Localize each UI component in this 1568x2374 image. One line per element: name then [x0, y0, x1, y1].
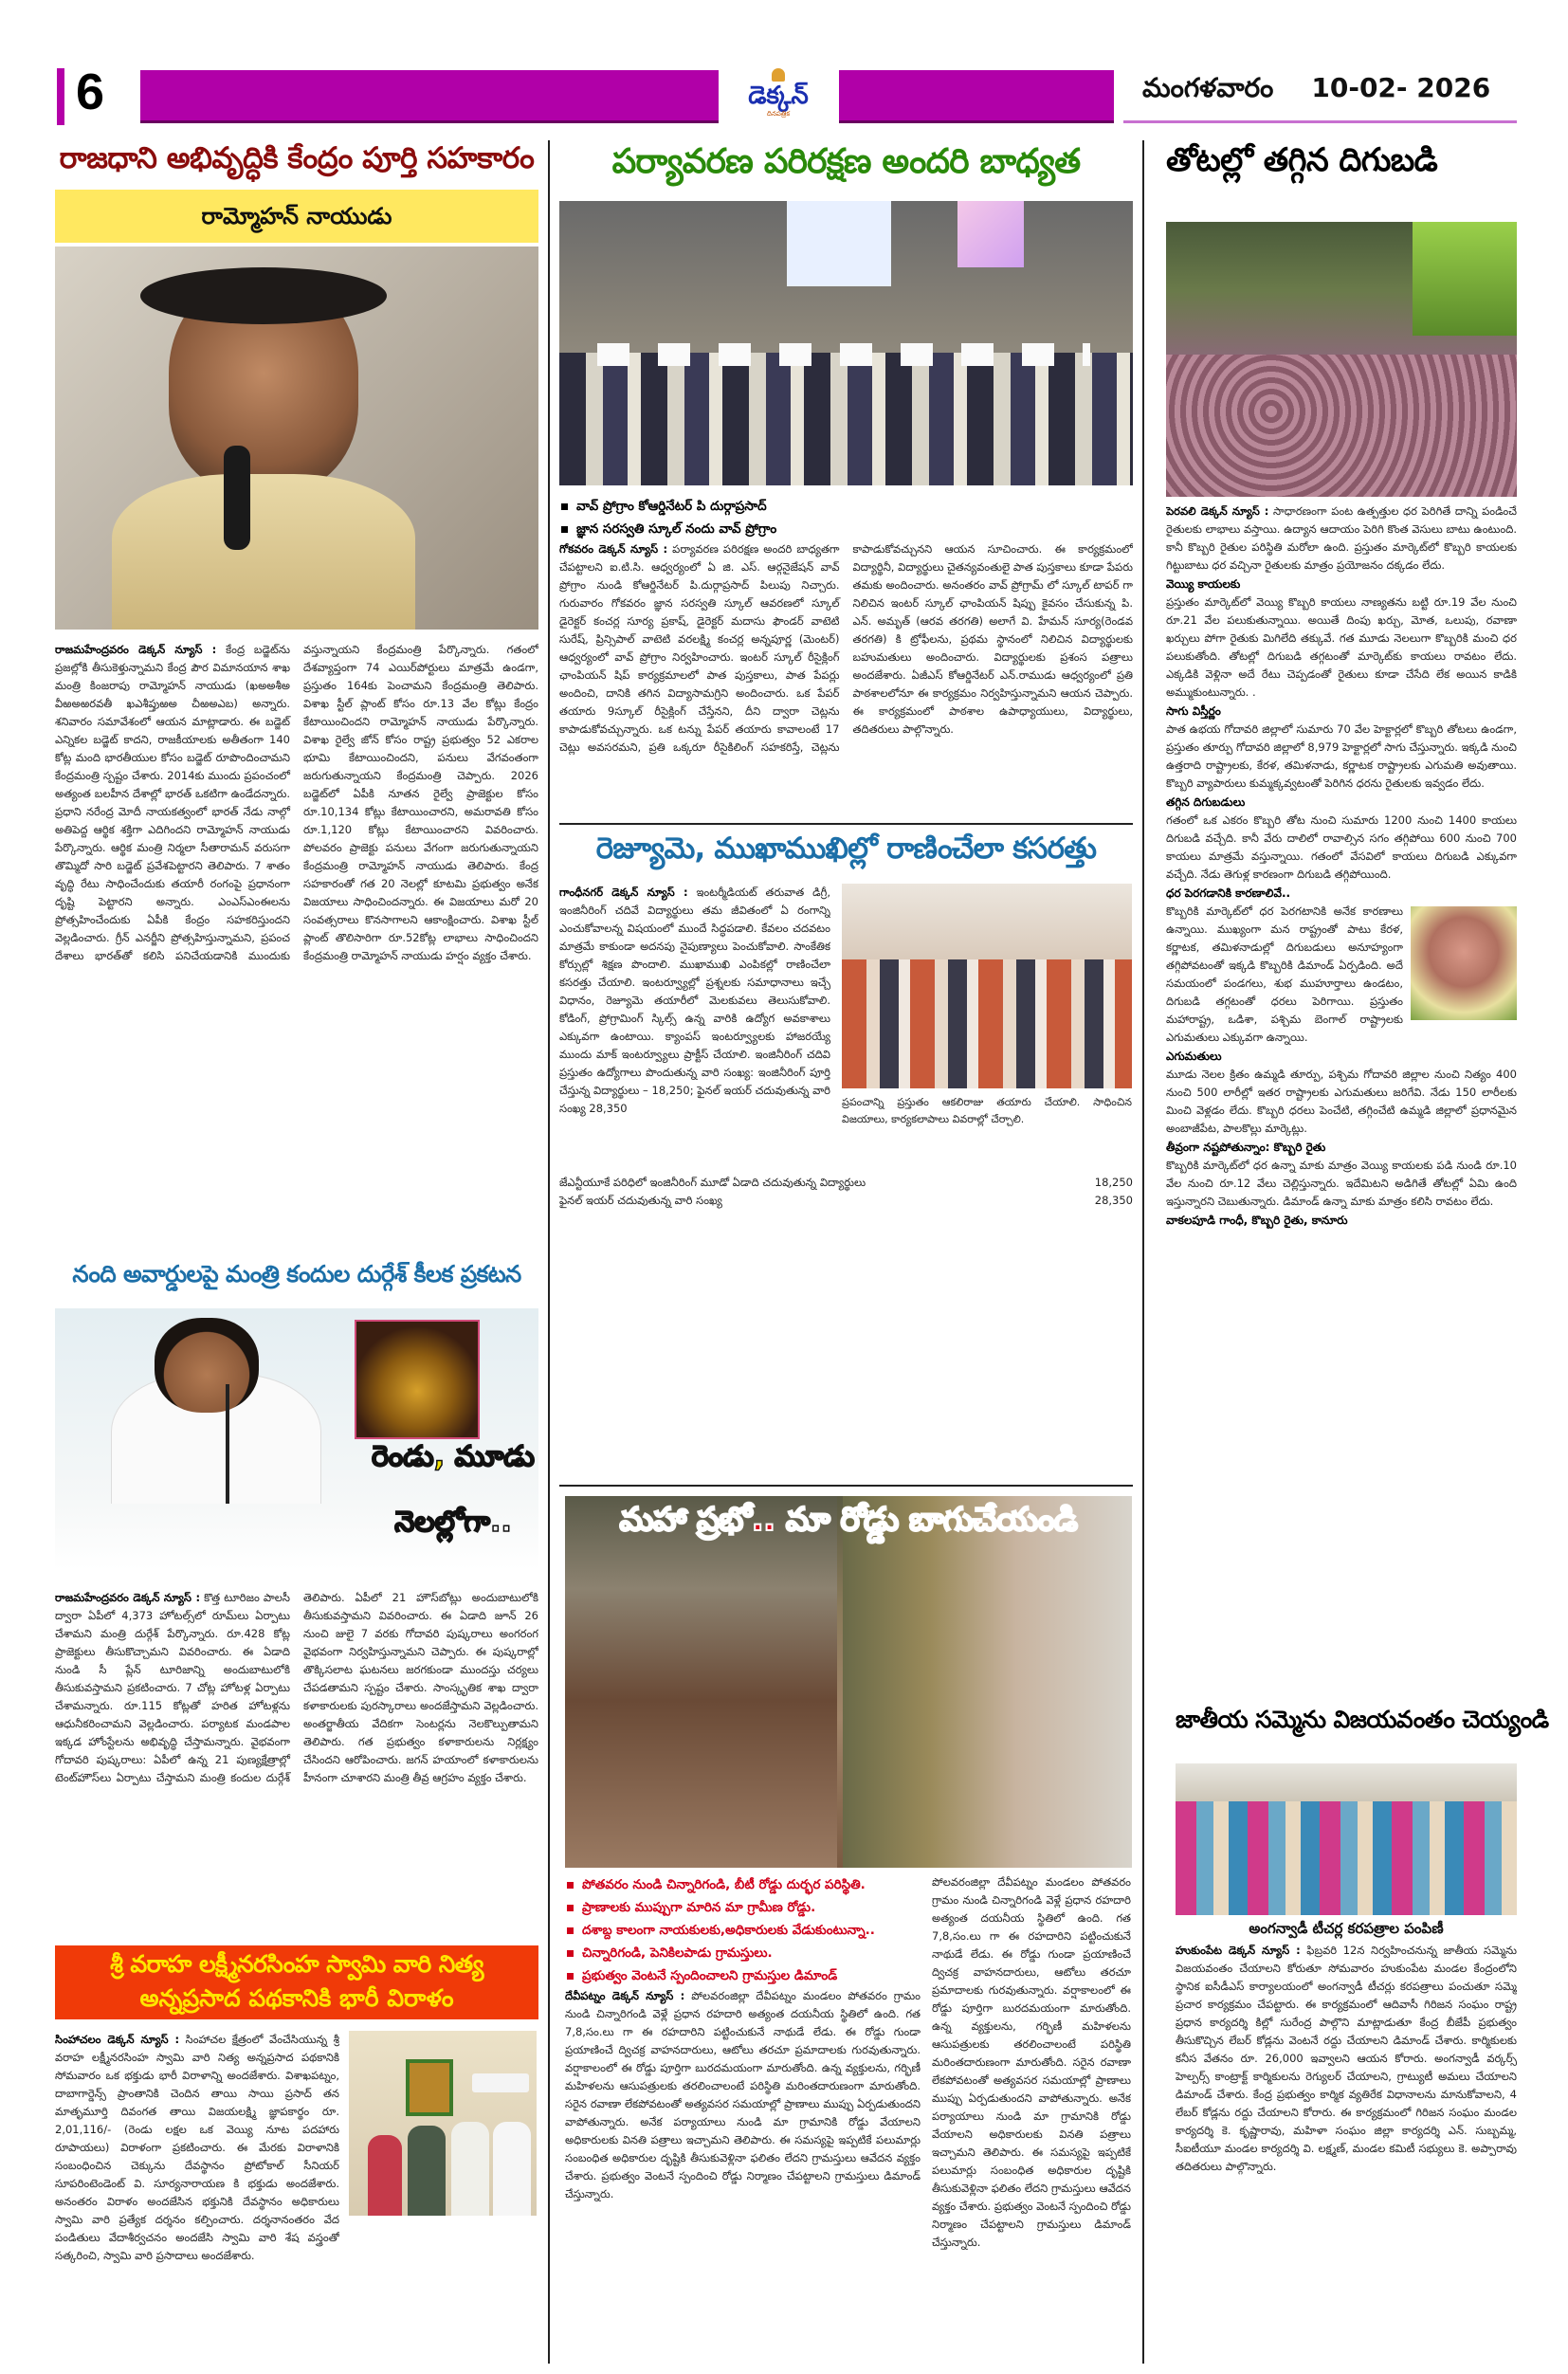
certificates: [597, 343, 1090, 366]
left-text-col: [565, 1873, 921, 2328]
overlay-line-1: రెండు, మూడు: [372, 1440, 535, 1473]
headline: పర్యావరణ పరిరక్షణ అందరి బాధ్యత: [611, 142, 1081, 181]
photo-damaged-road: [565, 1496, 1132, 1868]
hair: [140, 267, 387, 324]
group-of-women: [1176, 1801, 1517, 1915]
headline: రాజధాని అభివృద్ధికి కేంద్రం పూర్తి సహకారం: [59, 141, 535, 175]
article-content: [55, 2031, 538, 2353]
highlight-item: ప్రాణాలకు ముప్పుగా మారిన మా గ్రామీణ రోడ్డు.: [565, 1896, 921, 1919]
subhead-text: కొబ్బరికి మార్కెట్‌లో ధర ఉన్నా మాకు మాత్రం వెయ్యి కాయలకు పడి నుండి రూ.10 వేల నుంచి రూ.12 వేలు చెల్లిస్తున్నారు. ఇదేమిటని అడిగితే తోటల్లో ఏమి ఉంది ఇస్తున్నారని చెబుతున్నారు. డిమాండ్ ఉన్నా మాకు మాత్రం కలిసి రావటం లేదు.: [1166, 1159, 1517, 1208]
article-capital: [55, 142, 538, 1191]
body-text: సింహాచల క్షేత్రంలో వేంచేసియున్న శ్రీ వరాహ లక్ష్మీనరసింహ స్వామి వారి నిత్య అన్నప్రసాద పథకానికి సోమవారం ఒక భక్తుడు భారీ విరాళాన్ని అందజేశారు. విశాఖపట్నం, దాబాగార్డెన్స్ ప్రాంతానికి చెందిన తాయి సాయి ప్రసాద్ తన మాతృమూర్తి దివంగత తాయి విజయలక్ష్మి జ్ఞాపకార్థం రూ. 2,01,116/- (రెండు లక్షల ఒక వెయ్యి నూట పదహారు రూపాయలు) విరాళంగా ప్రకటించారు. ఈ మేరకు విరాళానికి సంబంధించిన చెక్కును దేవస్థానం ప్రోటోకాల్ సీనియర్ సూపరింటెండెంట్ వి. సూర్యనారాయణ కి భక్తుడు అందజేశారు. అనంతరం విరాళం అందజేసిన భక్తునికి దేవస్థానం అధికారులు స్వామి వారి ప్రత్యేక దర్శనం కల్పించారు. దర్శనానంతరం వేద పండితులు వేదాశీర్వచనం అందజేసి స్వామి వారి శేష వస్త్రంతో సత్కరించి, స్వామి వారి ప్రసాదాలు అందజేశారు.: [55, 2033, 339, 2262]
logo-tagline: దినపత్రిక: [767, 110, 790, 118]
body-text: పోలవరంజిల్లా దేవీపట్నం మండలం పోతవరం గ్రామం నుండి చిన్నారిగండి వెళ్లే ప్రధాన రహదారి అత్యంత దయనీయ స్థితిలో ఉంది. గత 7,8,సం.లు గా ఈ రహదారిని పట్టించుకునే నాథుడే లేడు. ఈ రోడ్డు గుండా ప్రయాణించే ద్విచక్ర వాహనదారులు, ఆటోలు తరచూ ప్రమాదాలకు గురవుతున్నారు. వర్షాకాలంలో ఈ రోడ్డు పూర్తిగా బురదమయంగా మారుతోంది. ఉన్న వ్యక్తులను, గర్భిణీ మహిళలను ఆసుపత్రులకు తరలించాలంటే పరిస్థితి మరింతదారుణంగా మారుతోంది. సరైన రవాణా లేకపోవటంతో అత్యవసర సమయాల్లో ప్రాణాలు ముప్పు ఏర్పడుతుందని వాపోతున్నారు. అనేక పర్యాయాలు నుండి మా గ్రామానికి రోడ్డు వేయాలని అధికారులకు వినతి పత్రాలు ఇచ్చామని తెలిపారు. ఈ సమస్యపై ఇప్పటికే పలుమార్లు సంబంధిత అధికారుల దృష్టికి తీసుకువెళ్లినా ఫలితం లేదని గ్రామస్తులు ఆవేదన వ్యక్తం చేశారు. ప్రభుత్వం వెంటనే స్పందించి రోడ్డు నిర్మాణం చేపట్టాలని గ్రామస్తులు డిమాండ్ చేస్తున్నారు.: [565, 1989, 921, 2201]
page-number-bar: [57, 68, 64, 125]
dateline: గాంధీనగర్ డెక్కన్ న్యూస్ :: [559, 886, 688, 899]
stat-row: [559, 1174, 1133, 1192]
photo-caption: ప్రపంచాన్ని ప్రస్తుతం ఆకలిరాజు తయారు చేయాలి. సాధించిన విజయాలు, కార్యకలాపాలు వివరాల్లో చేర్చాలి.: [842, 1096, 1132, 1125]
photo-anganwadi-teachers: [1176, 1763, 1517, 1915]
group-of-students: [559, 353, 1133, 485]
article-body: [55, 2031, 339, 2353]
issue-dateline: [1123, 72, 1517, 123]
newspaper-logo[interactable]: [726, 68, 830, 125]
highlight-item: దశాబ్ద కాలంగా నాయకులకు,అధికారులకు వేడుకుంటున్నా..: [565, 1919, 921, 1942]
article-body-continued: పోలవరంజిల్లా దేవీపట్నం మండలం పోతవరం గ్రామం నుండి చిన్నారిగండి వెళ్లే ప్రధాన రహదారి అత్యంత దయనీయ స్థితిలో ఉంది. గత 7,8,సం.లు గా ఈ రహదారిని పట్టించుకునే నాథుడే లేడు. ఈ రోడ్డు గుండా ప్రయాణించే ద్విచక్ర వాహనదారులు, ఆటోలు తరచూ ప్రమాదాలకు గురవుతున్నారు. వర్షాకాలంలో ఈ రోడ్డు పూర్తిగా బురదమయంగా మారుతోంది. ఉన్న వ్యక్తులను, గర్భిణీ మహిళలను ఆసుపత్రులకు తరలించాలంటే పరిస్థితి మరింతదారుణంగా మారుతోంది. సరైన రవాణా లేకపోవటంతో అత్యవసర సమయాల్లో ప్రాణాలు ముప్పు ఏర్పడుతుందని వాపోతున్నారు. అనేక పర్యాయాలు నుండి మా గ్రామానికి రోడ్డు వేయాలని అధికారులకు వినతి పత్రాలు ఇచ్చామని తెలిపారు. ఈ సమస్యపై ఇప్పటికే పలుమార్లు సంబంధిత అధికారుల దృష్టికి తీసుకువెళ్లినా ఫలితం లేదని గ్రామస్తులు ఆవేదన వ్యక్తం చేశారు. ప్రభుత్వం వెంటనే స్పందించి రోడ్డు నిర్మాణం చేపట్టాలని గ్రామస్తులు డిమాండ్ చేస్తున్నారు.: [932, 1875, 1131, 2249]
article-nandi-awards: [55, 1261, 538, 1921]
road-photo-right: [843, 1496, 1132, 1868]
subhead-text: ప్రస్తుతం మార్కెట్‌లో వెయ్యి కొబ్బరి కాయలు నాణ్యతను బట్టి రూ.19 వేల నుంచి రూ.21 వేల పలుకుతున్నాయి. అయితే దింపు ఖర్చు, మోత, ఒలుపు, రవాణా ఖర్చులు పోగా రైతుకు మిగిలేది తక్కువే. గత మూడు నెలలుగా కొబ్బరికి మంచి ధర పలుకుతోంది. తోటల్లో దిగుబడి తగ్గటంతో మార్కెట్‌కు కాయలు రావటం లేదు. ఎక్కడికి వెళ్లినా అదే రేటు చెప్పడంతో రైతులు కూడా చేసేది లేక అయిన కాడికి అమ్ముకుంటున్నారు. .: [1166, 595, 1517, 699]
headline: నంది అవార్డులపై మంత్రి కందుల దుర్గేశ్ కీలక ప్రకటన: [72, 1260, 521, 1287]
road-photo-left: [565, 1496, 837, 1868]
body-text: ఫిబ్రవరి 12న నిర్వహించనున్న జాతీయ సమ్మెను విజయవంతం చేయాలని కోరుతూ సోమవారం హుకుంపేట మండల కేంద్రంలోని స్థానిక ఐసీడీఎస్ కార్యాలయంలో అంగన్వాడీ టీచర్లు కరపత్రాలు పంచుతూ సమ్మె ప్రచార కార్యక్రమం చేపట్టారు. ఈ కార్యక్రమంలో ఆదివాసీ గిరిజన సంఘం రాష్ట్ర ప్రధాన కార్యదర్శి కిల్లో సురేంద్ర పాల్గొని మాట్లాడుతూ కేంద్ర బీజేపీ ప్రభుత్వం తీసుకొచ్చిన లేబర్ కోడ్లను వెంటనే రద్దు చేయాలని డిమాండ్ చేశారు. కార్మికులకు కనీస వేతనం రూ. 26,000 ఇవ్వాలని ఆయన కోరారు. అంగన్వాడీ వర్కర్స్ హెల్పర్స్ కాంట్రాక్ట్ కార్మికులను రెగ్యులర్ చేయాలని, గ్రాట్యుటీ అమలు చేయాలని డిమాండ్ చేశారు. కేంద్ర ప్రభుత్వం కార్మిక వ్యతిరేక విధానాలను మానుకోవాలని, 4 లేబర్ కోడ్లను రద్దు చేయాలని కోరారు. ఈ కార్యక్రమంలో గిరిజన సంఘం మండల కార్యదర్శి కె. కృష్ణారావు, మహిళా సంఘం జిల్లా కార్యదర్శి ఎన్. సుబ్బమ్మ, సీఐటీయూ మండల కార్యదర్శి వి. లక్ష్మణ్, మండల కమిటీ సభ్యులు కె. అప్పారావు తదితరులు పాల్గొన్నారు.: [1176, 1944, 1517, 2173]
body-text: కొత్త టూరిజం పాలసీ ద్వారా ఏపీలో 4,373 హోటల్స్‌లో రూమ్‌లు ఏర్పాటు చేశామని మంత్రి దుర్గేశ్ పేర్కొన్నారు. రూ.428 కోట్ల ప్రాజెక్టులు తీసుకొచ్చామని వివరించారు. ఈ ఏడాది నుండి సీ ప్లేన్ టూరిజాన్ని అందుబాటులోకి తీసుకువస్తామని ప్రకటించారు. 7 చోట్ల హోటళ్ల ఏర్పాటు చేశామన్నారు. రూ.115 కోట్లతో హరిత హోటళ్లను ఆధునీకరించామని వెల్లడించారు. పర్యాటక మండపాల ఇక్కడ హోంస్టేలను అభివృద్ధి చేస్తామన్నారు. వైభవంగా గోదావరి పుష్కరాలు: ఏపీలో ఉన్న 21 పుణ్యక్షేత్రాల్లో టెంట్‌హౌస్‌లు ఏర్పాటు చేస్తామని మంత్రి కందుల దుర్గేశ్ తెలిపారు. ఏపీలో 21 హౌస్‌బోట్లు అందుబాటులోకి తీసుకువస్తామని వివరించారు. ఈ ఏడాది జూన్ 26 నుంచి జులై 7 వరకు గోదావరి పుష్కరాలు అంగరంగ వైభవంగా నిర్వహిస్తున్నామని చెప్పారు. ఈ పుష్కరాల్లో తొక్కిసలాట ఘటనలు జరగకుండా ముందస్తు చర్యలు చేపడతామని స్పష్టం చేశారు. సాంస్కృతిక శాఖ ద్వారా కళాకారులకు పురస్కారాలు అందజేస్తామని వెల్లడించారు. అంతర్జాతీయ వేదికగా సెంటర్లను నెలకొల్పుతామని తెలిపారు. గత ప్రభుత్వం కళాకారులను నిర్లక్ష్యం చేసిందని ఆరోపించారు. జగన్ హయాంలో కళాకారులను హీనంగా చూశారని మంత్రి తీవ్ర ఆగ్రహం వ్యక్తం చేశారు.: [55, 1591, 538, 1784]
person: [368, 2135, 402, 2216]
dateline: రాజమహేంద్రవరం డెక్కన్ న్యూస్ :: [55, 643, 217, 656]
photo-coconut-heap: [1166, 222, 1517, 497]
photo-donation: [349, 2031, 537, 2216]
body-text: ఇంటర్మీడియట్ తరువాత డిగ్రీ, ఇంజినీరింగ్ చదివే విద్యార్థులు తమ జీవితంలో ఏ రంగాన్ని ఎంచుకోవాలన్న విషయంలో ముందే సిద్ధపడాలి. కేవలం చదవటం మాత్రమే కాకుండా అదనపు నైపుణ్యాలు పెంచుకోవాలి. సాంకేతిక కోర్సుల్లో శిక్షణ పొందాలి. ముఖాముఖి ఎంపికల్లో రాణించేలా కసరత్తు చేయాలి. ఇంటర్వ్యూల్లో ప్రశ్నలకు సమాధానాలు ఇచ్చే విధానం, రెజ్యూమె తయారీలో మెలకువలు తెలుసుకోవాలి. కోడింగ్, ప్రోగ్రామింగ్ స్కిల్స్ ఉన్న వారికి ఉద్యోగ అవకాశాలు ఎక్కువగా ఉంటాయి. క్యాంపస్ ఇంటర్వ్యూలకు హాజరయ్యే ముందు మాక్ ఇంటర్వ్యూలు ప్రాక్టీస్ చేయాలి. ఇంజినీరింగ్ చదివి ప్రస్తుతం ఉద్యోగాలు పొందుతున్న వారి సంఖ్య: ఇంజినీరింగ్ పూర్తి చేస్తున్న విద్యార్థులు – 18,250; ఫైనల్ ఇయర్ చదువుతున్న వారి సంఖ్య 28,350: [559, 886, 830, 1115]
person: [493, 2122, 531, 2216]
dateline: సింహాచలం డెక్కన్ న్యూస్ :: [55, 2033, 180, 2046]
body-text: కేంద్ర బడ్జెట్‌ను ప్రజల్లోకి తీసుకెళ్తున్నామని కేంద్ర పౌర విమానయాన శాఖ మంత్రి కింజరాపు రామ్మోహన్ నాయుడు (ఖఅఅశీఅ వీఱఅఱరవతీ ఖఎశీప్తుఱఅ చీఱఅఎబ) అన్నారు. శనివారం సమావేశంలో ఆయన మాట్లాడారు. ఈ బడ్జెట్ ఎన్నికల బడ్జెట్ కాదని, రాజకీయాలకు అతీతంగా 140 కోట్ల మంది భారతీయుల కోసం బడ్జెట్ రూపొందించామని కేంద్రమంత్రి స్పష్టం చేశారు. 2014కు ముందు ప్రపంచంలో అత్యంత బలహీన దేశాల్లో భారత్ ఒకటిగా ఉండేదన్నారు. ప్రధాని నరేంద్ర మోదీ నాయకత్వంలో భారత్ నేడు నాల్గో అతిపెద్ద ఆర్థిక శక్తిగా ఎదిగిందని రామ్మోహన్ నాయుడు పేర్కొన్నారు. ఆర్థిక మంత్రి నిర్మలా సీతారామన్ వరుసగా తొమ్మిదో సారి బడ్జెట్ ప్రవేశపెట్టారని తెలిపారు. 7 శాతం వృద్ధి రేటు సాధించేందుకు తయారీ రంగంపై ప్రధానంగా దృష్టి పెట్టారని అన్నారు. ఎంఎస్ఎంఈలను ప్రోత్సహించేందుకు ఏపీకి కేంద్రం సహకరిస్తుందని వెల్లడించారు. గ్రీన్ ఎనర్జీని ప్రోత్సహిస్తున్నామని, ప్రపంచ దేశాలు భారత్‌తో కలిసి పనిచేయడానికి ముందుకు వస్తున్నాయని కేంద్రమంత్రి పేర్కొన్నారు. గతంలో దేశవ్యాప్తంగా 74 ఎయిర్‌పోర్టులు మాత్రమే ఉండగా, ప్రస్తుతం 164కు పెంచామని కేంద్రమంత్రి తెలిపారు. విశాఖ స్టీల్ ప్లాంట్ కోసం రూ.13 వేల కోట్లు కేంద్రం కేటాయించిందని రామ్మోహన్ నాయుడు పేర్కొన్నారు. విశాఖ రైల్వే జోన్ కోసం రాష్ట్ర ప్రభుత్వం 52 ఎకరాల భూమి కేటాయించిందని, పనులు వేగవంతంగా జరుగుతున్నాయని కేంద్రమంత్రి చెప్పారు. 2026 బడ్జెట్‌లో ఏపీకి నూతన రైల్వే ప్రాజెక్టుల కోసం రూ.10,134 కోట్లు కేటాయించారని, అమరావతి కోసం రూ.1,120 కోట్లు కేటాయించారని వివరించారు. పోలవరం ప్రాజెక్టు పనులు వేగంగా జరుగుతున్నాయని కేంద్రమంత్రి రామ్మోహన్ నాయుడు తెలిపారు. కేంద్ర సహకారంతో గత 20 నెలల్లో కూటమి ప్రభుత్వం అనేక విజయాలు సాధించిందన్నారు. ఈ విజయాలు మరో 20 సంవత్సరాలు కొనసాగాలని ఆకాంక్షించారు. విశాఖ స్టీల్ ప్లాంట్ తొలిసారిగా రూ.52కోట్ల లాభాలు సాధించిందని కేంద్రమంత్రి రామ్మోహన్ నాయుడు హర్షం వ్యక్తం చేశారు.: [55, 643, 538, 962]
logo-emblem-icon: [772, 68, 785, 82]
stats-list: [559, 1174, 1133, 1210]
dateline: గోకవరం డెక్కన్ న్యూస్ :: [559, 542, 668, 556]
article-body: [55, 1589, 538, 1921]
article-resume: [559, 832, 1133, 1210]
byline-banner: రామ్మోహన్ నాయుడు: [55, 190, 538, 243]
subhead: తగ్గిన దిగుబడులు: [1166, 795, 1246, 809]
highlight-item: పోతవరం నుండి చిన్నారిగండి, బీటీ రోడ్డు దుర్భర పరిస్థితి.: [565, 1873, 921, 1896]
column-divider: [1142, 140, 1144, 2364]
subhead: వెయ్యి కాయలకు: [1166, 577, 1241, 591]
highlights-list: [559, 495, 839, 540]
article-content: [559, 884, 1133, 1168]
nandi-statue-image: [355, 1320, 480, 1439]
subhead: ధర పెరగడానికి కారణాలివే..: [1166, 886, 1291, 900]
body-intro: సాధారణంగా పంట ఉత్పత్తుల ధర పెరిగితే దాన్ని పండించే రైతులకు లాభాలు వస్తాయి. ఉద్యాన ఆదాయం పెరిగి కొంత వెసులు బాటు ఉంటుంది. కానీ కొబ్బరి రైతుల పరిస్థితి మరోలా ఉంది. ప్రస్తుతం మార్కెట్‌లో కొబ్బరి కాయలకు గిట్టుబాటు ధర వచ్చినా రైతులకు మాత్రం ప్రయోజనం దక్కడం లేదు.: [1166, 504, 1517, 572]
highlight-item: జ్ఞాన సరస్వతి స్కూల్ నందు వావ్ ప్రోగ్రాం: [559, 518, 839, 540]
photo-minister-durgesh: [55, 1308, 538, 1507]
dateline: దేవీపట్నం డెక్కన్ న్యూస్ :: [565, 1989, 685, 2002]
masthead: [57, 64, 1517, 125]
article-body: [565, 1987, 921, 2262]
overlay-strip: [55, 1504, 538, 1570]
subtitle: అంగన్వాడీ టీచర్ల కరపత్రాల పంపిణీ: [1249, 1920, 1444, 1937]
highlight-item: ప్రభుత్వం వెంటనే స్పందించాలని గ్రామస్తుల డిమాండ్: [565, 1964, 921, 1987]
article-body: [559, 540, 1133, 825]
stat-value: 28,350: [1094, 1194, 1133, 1207]
column-divider: [548, 140, 550, 2364]
highlights-list: [565, 1873, 921, 1987]
body-text: పర్యావరణ పరిరక్షణ అందరి బాధ్యతగా చేపట్టాలని ఐ.టి.సి. ఆధ్వర్యంలో ఏ జి. ఎస్. ఆర్గనైజేషన్ వావ్ ప్రోగ్రాం నుండి కోఆర్డినేటర్ పి.దుర్గాప్రసాద్ పిలుపు నిచ్చారు. గురువారం గోకవరం జ్ఞాన సరస్వతి స్కూల్ ఆవరణలో స్కూల్ డైరెక్టర్ కంచర్ల సూర్య ప్రకాష్, డైరెక్టర్ మదాసు ఫౌండర్ వాటెటి సురేష్, ప్రిన్సిపాల్ వాటెటి వరలక్ష్మి కంచర్ల అన్నపూర్ణ (మెంటర్) ఆధ్వర్యంలో వావ్ ప్రోగ్రాం నిర్వహించారు. ఇంటర్ స్కూల్ రీసైక్లింగ్ ఛాంపియన్ షిప్ కార్యక్రమాలలో పాత పుస్తకాలు, పాత పేపర్లు అందించి, దానికి తగిన విద్యాసామగ్రిని అందించారు. ఒక పేపర్ తయారు 9స్కూల్ రీసైక్లింగ్ చేస్తేనని, దీని ద్వారా చెట్లను కాపాడుకోవచ్చున్నారు. ఒక టన్ను పేపర్ తయారు కావాలంటే 17 చెట్లు అవసరమని, ప్రతి ఒక్కరూ రీసైకిలింగ్ సహకరిస్తే, చెట్లను కాపాడుకోవచ్చునని ఆయన సూచించారు. ఈ కార్యక్రమంలో విద్యార్థినీ, విద్యార్థులు చైతన్యవంతులై పాత పుస్తకాలు కూడా పేపరు తమకు అందించారు. అనంతరం వావ్ ప్రోగ్రామ్ లో స్కూల్ టాపర్ గా నిలిచిన ఇంటర్ స్కూల్ ఛాంపియన్ షిప్పు కైవసం చేసుకున్న పి. ఎన్. అమృత్ (ఆరవ తరగతి) అలాగే వి. హేమన్ సూర్య(రెండవ తరగతి) కి ట్రోఫీలను, ప్రథమ స్థానంలో నిలిచిన విద్యార్థులకు బహుమతులు అందించారు. విద్యార్థులకు ప్రశంస పత్రాలు అందజేశారు. ఏజీఎస్ కోఆర్డినేటర్ ఎన్.రాముడు ఆధ్వర్యంలో ప్రతి పాఠశాలలోనూ ఈ కార్యక్రమం నిర్వహిస్తున్నామని ఆయన చెప్పారు. ఈ కార్యక్రమంలో పాఠశాల ఉపాధ్యాయులు, విద్యార్థులు, తదితరులు పాల్గొన్నారు.: [559, 542, 1133, 754]
article-environment: [559, 142, 1133, 825]
article-road: [565, 1496, 1132, 2328]
issue-day: మంగళవారం: [1142, 72, 1274, 103]
section-divider: [559, 823, 1133, 825]
section-divider: [559, 1485, 1133, 1487]
article-anganwadi: [1176, 1706, 1549, 2359]
person: [451, 2122, 489, 2216]
headline: రెజ్యూమె, ముఖాముఖిల్లో రాణించేలా కసరత్తు: [595, 831, 1097, 866]
subhead-text: పాత ఉభయ గోదావరి జిల్లాలో సుమారు 70 వేల హెక్టార్లలో కొబ్బరి తోటలు ఉండగా, ప్రస్తుతం తూర్పు గోదావరి జిల్లాలో 8,979 హెక్టార్లలో సాగు చేస్తున్నారు. ఇక్కడి నుంచి ఉత్తరాది రాష్ట్రాలకు, కేరళ, తమిళనాడు, కర్ణాటక రాష్ట్రాలకు ఎగుమతి అవుతాయి. కొబ్బరి వ్యాపారులు కుమ్మక్కవ్వటంతో పెరిగిన ధరను రైతులకు ఇవ్వడం లేదు.: [1166, 722, 1517, 790]
article-body: [1166, 502, 1549, 1744]
dateline: పెరవలి డెక్కన్ న్యూస్ :: [1166, 504, 1269, 518]
air-conditioner: [472, 2073, 529, 2092]
quote-attribution: వాకలపూడి గాంధీ, కొబ్బరి రైతు, కానూరు: [1166, 1214, 1348, 1227]
headline: జాతీయ సమ్మెను విజయవంతం చెయ్యండి: [1176, 1706, 1549, 1733]
article-body: [1176, 1942, 1517, 2359]
overlay-text: [354, 1441, 538, 1473]
coconut-pile: [1166, 355, 1517, 497]
masthead-band-right: [839, 70, 1114, 123]
issue-date: 10-02- 2026: [1311, 72, 1491, 103]
article-content: [565, 1873, 1132, 2328]
photo-farmer: [1411, 906, 1517, 1020]
highlight-item: వావ్ ప్రోగ్రాం కోఆర్డినేటర్ పి దుర్గాప్రసాద్: [559, 495, 839, 518]
article-body-part1: [559, 884, 830, 1168]
kurta: [112, 474, 415, 630]
masthead-band-left: [140, 70, 719, 123]
person-head: [155, 1318, 259, 1413]
photo-wrap: [842, 884, 1132, 1168]
subhead-text: కొబ్బరికి మార్కెట్‌లో ధర పెరగటానికి అనేక కారణాలు ఉన్నాయి. ముఖ్యంగా మన రాష్ట్రంతో పాటు కేరళ, కర్ణాటక, తమిళనాడుల్లో దిగుబడులు అనూహ్యంగా తగ్గిపోవటంతో ఇక్కడి కొబ్బరికి డిమాండ్ ఏర్పడింది. అదే సమయంలో పండగలు, శుభ ముహూర్తాలు ఉండటం, దిగుబడి తగ్గటంతో ధరలు పెరిగాయి. ప్రస్తుతం మహారాష్ట్ర, ఒడిశా, పశ్చిమ బెంగాల్ రాష్ట్రాలకు ఎగుమతులు ఎక్కువగా ఉన్నాయి.: [1166, 904, 1403, 1044]
poster: [957, 201, 1024, 267]
headline-line-2: అన్నప్రసాద పథకానికి భారీ విరాళం: [139, 1984, 454, 2012]
stat-label: జేఎన్టీయూకే పరిధిలో ఇంజినీరింగ్ మూడో ఏడాది చదువుతున్న విద్యార్థులు: [559, 1176, 866, 1189]
headline: తోటల్లో తగ్గిన దిగుబడి: [1166, 141, 1438, 179]
photo-minister-speaking: [55, 247, 538, 630]
person: [408, 2126, 446, 2216]
headline: మహా ప్రభో.. మా రోడ్డు బాగుచేయండి: [619, 1501, 1078, 1539]
microphone-icon: [224, 446, 250, 550]
subhead: తీవ్రంగా నష్టపోతున్నాం: కొబ్బరి రైతు: [1166, 1141, 1326, 1154]
stat-row: [559, 1192, 1133, 1210]
students-in-rows: [842, 959, 1132, 1088]
highlight-item: చిన్నారిగండి, పెనికిలపాడు గ్రామస్తులు.: [565, 1942, 921, 1964]
subhead: సాగు విస్తీర్ణం: [1166, 704, 1221, 718]
dateline: రాజమహేంద్రవరం డెక్కన్ న్యూస్ :: [55, 1591, 201, 1604]
headline-line-1: శ్రీ వరాహ లక్ష్మీనరసింహ స్వామి వారి నిత్య: [110, 1950, 483, 1978]
overlay-line-2: నెలల్లోగా..: [394, 1506, 512, 1539]
article-content: [559, 495, 1133, 540]
subhead-text: గతంలో ఒక ఎకరం కొబ్బరి తోట నుంచి సుమారు 1200 నుంచి 1400 కాయలు దిగుబడి వచ్చేది. కానీ వేరు దాలిలో రావాల్సిన సగం తగ్గిపోయి 600 నుంచి 700 కాయలు మాత్రమే వస్తున్నాయి. గతంలో వేసవిలో కాయలు దిగుబడి ఎక్కువగా వచ్చేది. నేడు తెగుళ్ల కారణంగా దిగుబడి తగ్గిపోయింది.: [1166, 813, 1517, 881]
subhead-text: మూడు నెలల క్రితం ఉమ్మడి తూర్పు, పశ్చిమ గోదావరి జిల్లాల నుంచి నిత్యం 400 నుంచి 500 లారీల్లో ఇతర రాష్ట్రాలకు ఎగుమతులు జరిగేవి. నేడు 150 లారీలకు మించి వెళ్లడం లేదు. కొబ్బరి ధరలు పెంచేటి, తగ్గించేటి ఉమ్మడి జిల్లాలో ప్రధానమైన అంబాజీపేట, పాలకొల్లు మార్కెట్లు.: [1166, 1068, 1517, 1135]
logo-text: డెక్కన్: [748, 82, 809, 110]
banana-leaves: [1413, 222, 1517, 336]
photo-classroom-exam: [842, 884, 1132, 1088]
dateline: హుకుంపేట డెక్కన్ న్యూస్ :: [1176, 1944, 1301, 1957]
page-number: 6: [76, 64, 105, 120]
banner-board: [787, 201, 891, 286]
subhead: ఎగుమతులు: [1166, 1050, 1222, 1063]
deity-frame: [406, 2059, 453, 2116]
left-text-col: [559, 495, 839, 540]
microphone-icon: [226, 1384, 229, 1507]
article-body: [55, 641, 538, 1191]
stat-label: ఫైనల్ ఇయర్ చదువుతున్న వారి సంఖ్య: [559, 1194, 722, 1207]
photo-students-certificates: [559, 201, 1133, 485]
article-coconut: [1166, 141, 1549, 1744]
article-simhachalam: [55, 1945, 538, 2353]
stat-value: 18,250: [1094, 1176, 1133, 1189]
headline-banner: [55, 1945, 538, 2019]
